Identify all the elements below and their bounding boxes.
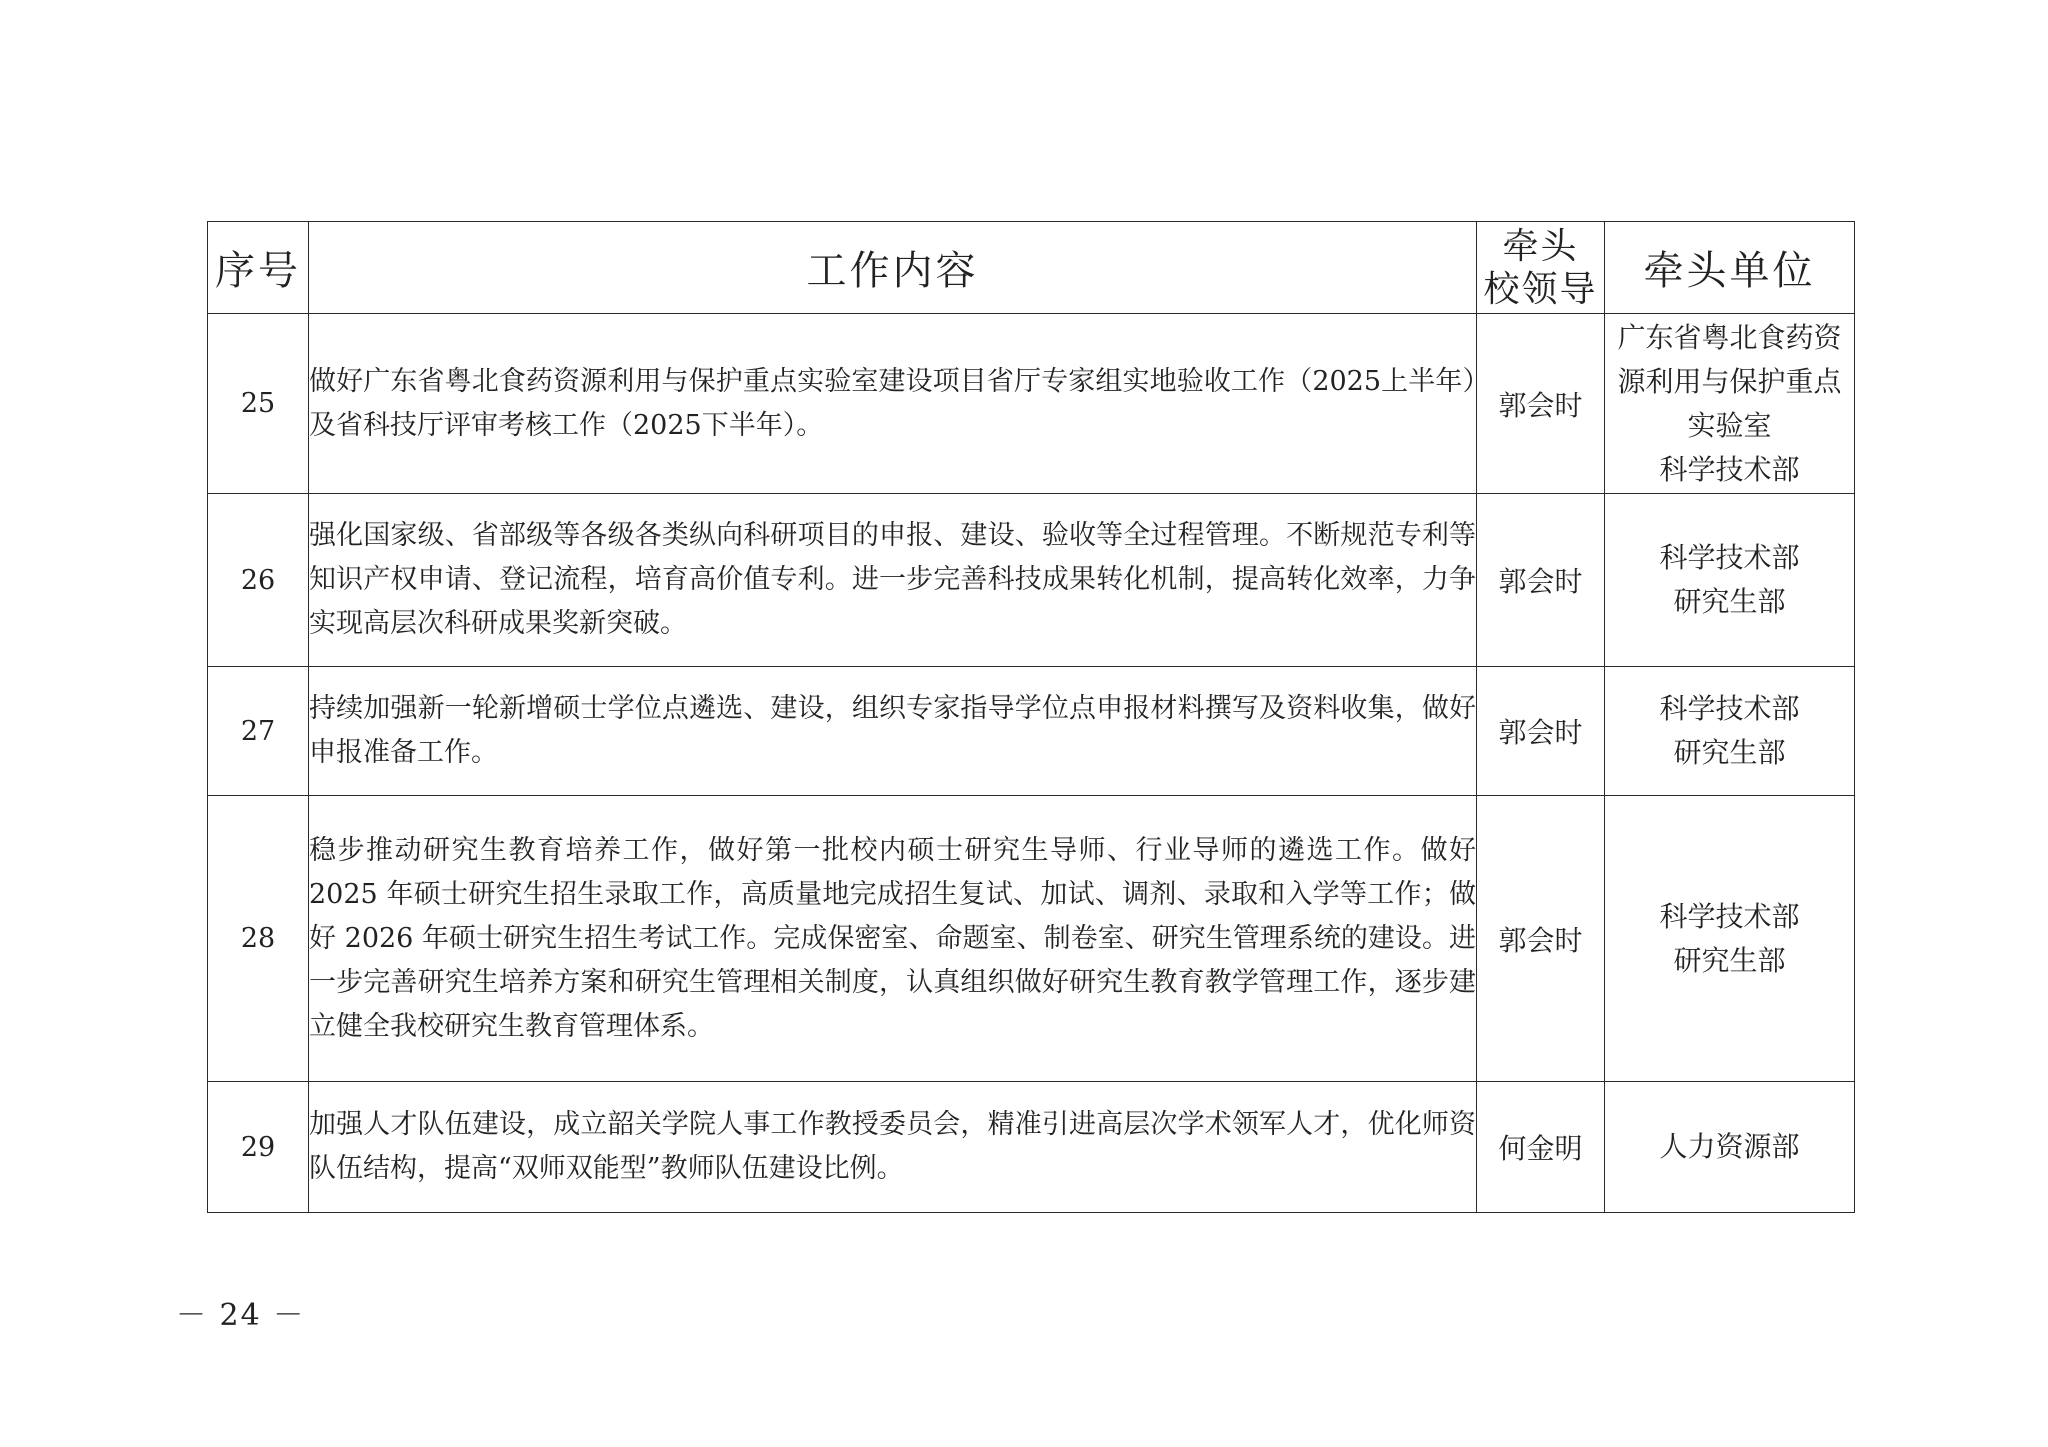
unit-line: 广东省粤北食药资 — [1617, 320, 1842, 354]
row-unit — [1605, 314, 1855, 494]
table-row — [208, 1082, 1855, 1213]
page-number: － 24 － — [176, 1298, 306, 1333]
row-index: 26 — [208, 494, 309, 667]
row-content: 做好广东省粤北食药资源利用与保护重点实验室建设项目省厅专家组实地验收工作（2025上半年）及省科技厅评审考核工作（2025下半年）。 — [309, 314, 1477, 494]
header-leader — [1477, 222, 1605, 314]
row-unit — [1605, 1082, 1855, 1213]
row-index: 28 — [208, 796, 309, 1082]
unit-line: 研究生部 — [1673, 736, 1786, 769]
row-content: 持续加强新一轮新增硕士学位点遴选、建设，组织专家指导学位点申报材料撰写及资料收集，做好申报准备工作。 — [309, 667, 1477, 796]
unit-line: 科学技术部 — [1659, 692, 1800, 725]
row-content: 强化国家级、省部级等各级各类纵向科研项目的申报、建设、验收等全过程管理。不断规范专利等知识产权申请、登记流程，培育高价值专利。进一步完善科技成果转化机制，提高转化效率，力争实现高层次科研成果奖新突破。 — [309, 494, 1477, 667]
row-leader: 何金明 — [1477, 1082, 1605, 1213]
row-unit — [1605, 796, 1855, 1082]
unit-line: 源利用与保护重点 — [1617, 364, 1842, 398]
header-leader-line1: 牵头 — [1502, 225, 1579, 267]
row-leader: 郭会时 — [1477, 667, 1605, 796]
header-leader-line2: 校领导 — [1483, 268, 1598, 310]
row-content: 稳步推动研究生教育培养工作，做好第一批校内硕士研究生导师、行业导师的遴选工作。做好 2025 年硕士研究生招生录取工作，高质量地完成招生复试、加试、调剂、录取和入学等工作；做好 2026 年硕士研究生招生考试工作。完成保密室、命题室、制卷室、研究生管理系统的建设。进一步完善研究生培养方案和研究生管理相关制度，认真组织做好研究生教育教学管理工作，逐步建立健全我校研究生教育管理体系。 — [309, 796, 1477, 1082]
row-unit — [1605, 494, 1855, 667]
row-leader: 郭会时 — [1477, 494, 1605, 667]
row-content: 加强人才队伍建设，成立韶关学院人事工作教授委员会，精准引进高层次学术领军人才，优化师资队伍结构，提高“双师双能型”教师队伍建设比例。 — [309, 1082, 1477, 1213]
header-row — [208, 222, 1855, 314]
row-leader: 郭会时 — [1477, 796, 1605, 1082]
unit-line: 实验室 — [1687, 408, 1772, 442]
header-index: 序号 — [208, 222, 309, 314]
row-index: 27 — [208, 667, 309, 796]
unit-line: 科学技术部 — [1659, 541, 1800, 574]
table-row — [208, 314, 1855, 494]
row-unit — [1605, 667, 1855, 796]
unit-line: 科学技术部 — [1659, 452, 1800, 486]
header-unit: 牵头单位 — [1605, 222, 1855, 314]
table-row — [208, 667, 1855, 796]
unit-line: 研究生部 — [1673, 585, 1786, 618]
unit-line: 人力资源部 — [1659, 1130, 1800, 1163]
row-index: 25 — [208, 314, 309, 494]
work-plan-table — [207, 221, 1855, 1213]
unit-line: 研究生部 — [1673, 943, 1786, 977]
row-index: 29 — [208, 1082, 309, 1213]
unit-line: 科学技术部 — [1659, 899, 1800, 933]
table-row — [208, 494, 1855, 667]
table-row — [208, 796, 1855, 1082]
header-content: 工作内容 — [309, 222, 1477, 314]
row-leader: 郭会时 — [1477, 314, 1605, 494]
